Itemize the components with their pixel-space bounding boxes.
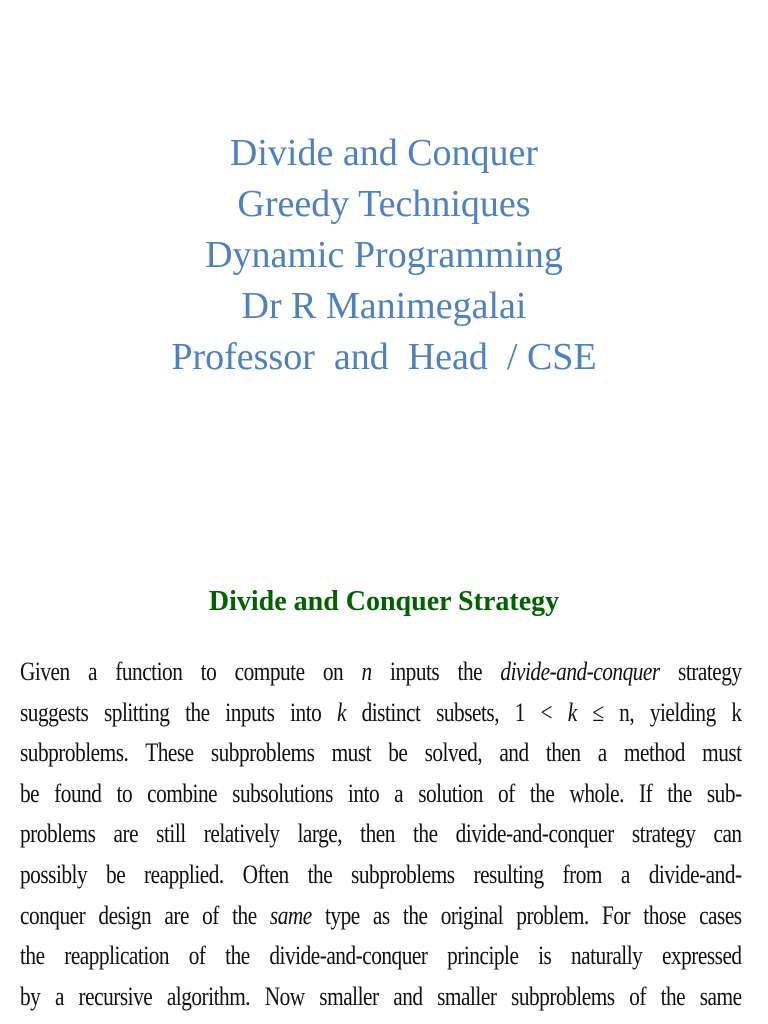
paragraph-line: by a recursive algorithm. Now smaller and smaller subproblems of the same <box>20 981 742 1011</box>
title-block <box>0 128 768 383</box>
paragraph-line: be found to combine subsolutions into a solution of the whole. If the sub- <box>20 778 742 808</box>
paragraph-line: the reapplication of the divide-and-conquer principle is naturally expressed <box>20 941 742 971</box>
paragraph-line: suggests splitting the inputs into k distinct subsets, 1 < k ≤ n, yielding k <box>20 697 742 727</box>
title-line-3: Dynamic Programming <box>205 234 563 276</box>
author-name: Dr R Manimegalai <box>241 285 527 327</box>
paragraph-line: possibly be reapplied. Often the subproblems resulting from a divide-and- <box>20 859 742 889</box>
section-heading: Divide and Conquer Strategy <box>208 586 560 617</box>
paragraph-line: conquer design are of the same type as the original problem. For those cases <box>20 900 742 930</box>
title-line-1: Divide and Conquer <box>229 132 539 174</box>
paragraph-line: subproblems. These subproblems must be solved, and then a method must <box>20 738 742 768</box>
paragraph-line: problems are still relatively large, then the divide-and-conquer strategy can <box>20 819 742 849</box>
author-designation: Professor and Head / CSE <box>171 336 597 378</box>
paragraph-line: Given a function to compute on n inputs the divide-and-conquer strategy <box>20 657 742 686</box>
title-line-2: Greedy Techniques <box>237 183 531 225</box>
scanned-paragraph <box>20 652 742 1017</box>
